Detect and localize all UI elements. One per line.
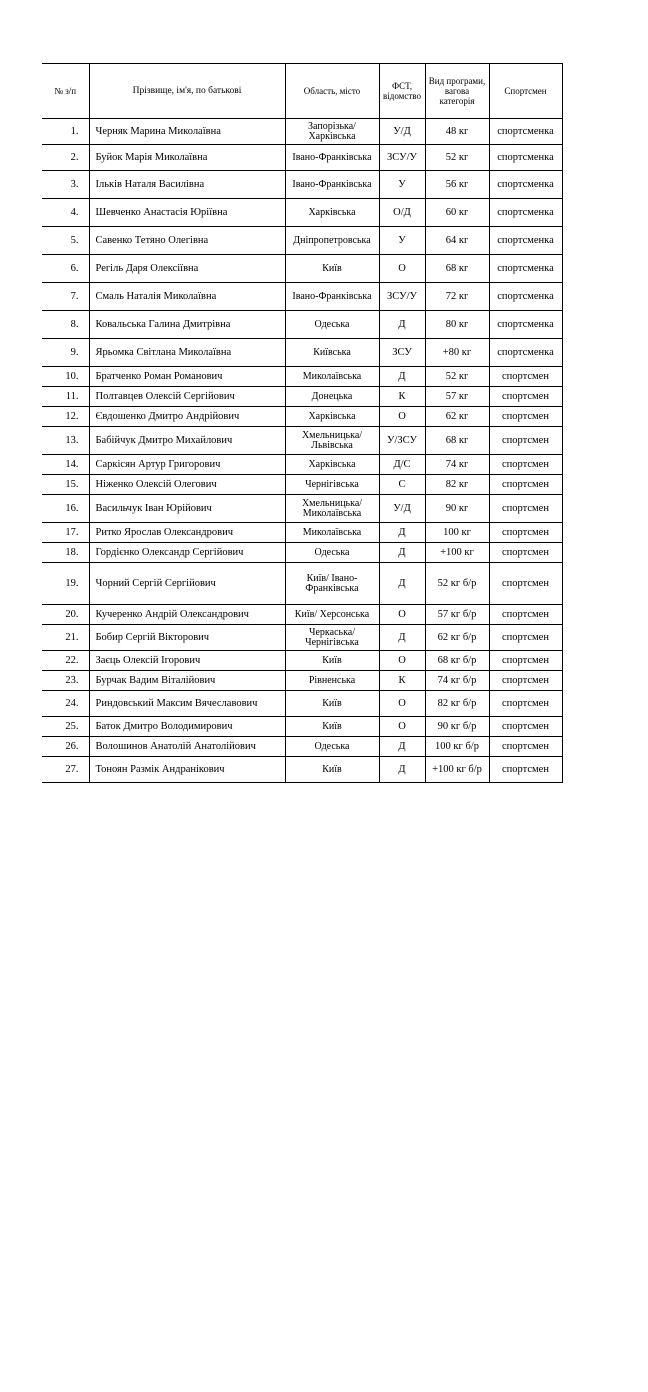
athlete-name: Баток Дмитро Володимирович	[89, 717, 285, 737]
fst-affiliation: О	[379, 407, 425, 427]
row-number: 16.	[42, 495, 89, 523]
header-role: Спортсмен	[489, 64, 562, 119]
row-number: 17.	[42, 523, 89, 543]
region: Київ	[285, 717, 379, 737]
athlete-name: Ритко Ярослав Олександрович	[89, 523, 285, 543]
role: спортсменка	[489, 227, 562, 255]
row-number: 13.	[42, 427, 89, 455]
region: Черкаська/ Чернігівська	[285, 625, 379, 651]
region: Київ/ Херсонська	[285, 605, 379, 625]
fst-affiliation: О	[379, 691, 425, 717]
weight-category: 57 кг б/р	[425, 605, 489, 625]
table-row	[42, 387, 562, 407]
athletes-table	[42, 63, 563, 783]
fst-affiliation: Д	[379, 543, 425, 563]
table-row	[42, 605, 562, 625]
region: Харківська	[285, 407, 379, 427]
region: Київ	[285, 255, 379, 283]
athlete-name: Ковальська Галина Дмитрівна	[89, 311, 285, 339]
role: спортсменка	[489, 255, 562, 283]
athlete-name: Полтавцев Олексій Сергійович	[89, 387, 285, 407]
fst-affiliation: ЗСУ/У	[379, 145, 425, 171]
table-row	[42, 625, 562, 651]
weight-category: 52 кг	[425, 367, 489, 387]
role: спортсмен	[489, 543, 562, 563]
table-row	[42, 717, 562, 737]
fst-affiliation: Д	[379, 737, 425, 757]
region: Чернігівська	[285, 475, 379, 495]
fst-affiliation: У/Д	[379, 119, 425, 145]
weight-category: 68 кг б/р	[425, 651, 489, 671]
role: спортсменка	[489, 145, 562, 171]
row-number: 2.	[42, 145, 89, 171]
role: спортсмен	[489, 475, 562, 495]
row-number: 27.	[42, 757, 89, 783]
role: спортсмен	[489, 757, 562, 783]
fst-affiliation: О/Д	[379, 199, 425, 227]
weight-category: 62 кг б/р	[425, 625, 489, 651]
table-row	[42, 339, 562, 367]
athlete-name: Бабійчук Дмитро Михайлович	[89, 427, 285, 455]
table-row	[42, 283, 562, 311]
table-row	[42, 119, 562, 145]
fst-affiliation: Д	[379, 311, 425, 339]
row-number: 9.	[42, 339, 89, 367]
table-row	[42, 737, 562, 757]
table-row	[42, 227, 562, 255]
athlete-name: Риндовський Максим Вячеславович	[89, 691, 285, 717]
table-row	[42, 171, 562, 199]
weight-category: 62 кг	[425, 407, 489, 427]
weight-category: 56 кг	[425, 171, 489, 199]
header-fst: ФСТ, відомство	[379, 64, 425, 119]
row-number: 14.	[42, 455, 89, 475]
table-row	[42, 407, 562, 427]
weight-category: 90 кг б/р	[425, 717, 489, 737]
region: Рівненська	[285, 671, 379, 691]
table-row	[42, 543, 562, 563]
region: Харківська	[285, 199, 379, 227]
athlete-name: Васильчук Іван Юрійович	[89, 495, 285, 523]
athlete-name: Саркісян Артур Григорович	[89, 455, 285, 475]
region: Запорізька/ Харківська	[285, 119, 379, 145]
region: Київ	[285, 651, 379, 671]
table-row	[42, 757, 562, 783]
header-num: № з/п	[42, 64, 89, 119]
row-number: 19.	[42, 563, 89, 605]
region: Івано-Франківська	[285, 145, 379, 171]
athlete-name: Бобир Сергій Вікторович	[89, 625, 285, 651]
table-row	[42, 475, 562, 495]
role: спортсменка	[489, 199, 562, 227]
athlete-name: Волошинов Анатолій Анатолійович	[89, 737, 285, 757]
role: спортсмен	[489, 367, 562, 387]
row-number: 18.	[42, 543, 89, 563]
role: спортсмен	[489, 563, 562, 605]
table-row	[42, 145, 562, 171]
table-row	[42, 523, 562, 543]
role: спортсмен	[489, 407, 562, 427]
weight-category: 74 кг	[425, 455, 489, 475]
athlete-name: Гордієнко Олександр Сергійович	[89, 543, 285, 563]
weight-category: 60 кг	[425, 199, 489, 227]
weight-category: 100 кг	[425, 523, 489, 543]
table-row	[42, 199, 562, 227]
athlete-name: Заєць Олексій Ігорович	[89, 651, 285, 671]
athlete-name: Шевченко Анастасія Юріївна	[89, 199, 285, 227]
role: спортсмен	[489, 671, 562, 691]
athlete-name: Регіль Даря Олексіївна	[89, 255, 285, 283]
region: Миколаївська	[285, 523, 379, 543]
header-region: Область, місто	[285, 64, 379, 119]
region: Київ	[285, 691, 379, 717]
table-row	[42, 455, 562, 475]
fst-affiliation: Д	[379, 523, 425, 543]
fst-affiliation: У	[379, 227, 425, 255]
fst-affiliation: О	[379, 717, 425, 737]
region: Хмельницька/ Львівська	[285, 427, 379, 455]
role: спортсменка	[489, 339, 562, 367]
row-number: 26.	[42, 737, 89, 757]
weight-category: 82 кг	[425, 475, 489, 495]
region: Київ	[285, 757, 379, 783]
athlete-name: Буйок Марія Миколаївна	[89, 145, 285, 171]
table-row	[42, 255, 562, 283]
row-number: 11.	[42, 387, 89, 407]
row-number: 6.	[42, 255, 89, 283]
athlete-name: Ярьомка Світлана Миколаївна	[89, 339, 285, 367]
weight-category: 68 кг	[425, 255, 489, 283]
region: Одеська	[285, 311, 379, 339]
fst-affiliation: С	[379, 475, 425, 495]
header-name: Прізвище, ім'я, по батькові	[89, 64, 285, 119]
row-number: 21.	[42, 625, 89, 651]
athlete-name: Кучеренко Андрій Олександрович	[89, 605, 285, 625]
role: спортсмен	[489, 717, 562, 737]
table-row	[42, 495, 562, 523]
row-number: 1.	[42, 119, 89, 145]
athlete-name: Ільків Наталя Василівна	[89, 171, 285, 199]
athlete-name: Братченко Роман Романович	[89, 367, 285, 387]
role: спортсменка	[489, 171, 562, 199]
role: спортсмен	[489, 691, 562, 717]
row-number: 4.	[42, 199, 89, 227]
region: Івано-Франківська	[285, 283, 379, 311]
weight-category: +100 кг б/р	[425, 757, 489, 783]
role: спортсменка	[489, 311, 562, 339]
row-number: 20.	[42, 605, 89, 625]
fst-affiliation: У/ЗСУ	[379, 427, 425, 455]
fst-affiliation: У/Д	[379, 495, 425, 523]
weight-category: +80 кг	[425, 339, 489, 367]
row-number: 7.	[42, 283, 89, 311]
fst-affiliation: О	[379, 255, 425, 283]
athlete-name: Черняк Марина Миколаївна	[89, 119, 285, 145]
role: спортсмен	[489, 737, 562, 757]
fst-affiliation: К	[379, 671, 425, 691]
fst-affiliation: Д	[379, 757, 425, 783]
table-row	[42, 563, 562, 605]
table-header-row	[42, 64, 562, 119]
athlete-name: Бурчак Вадим Віталійович	[89, 671, 285, 691]
fst-affiliation: Д	[379, 563, 425, 605]
row-number: 8.	[42, 311, 89, 339]
athlete-name: Чорний Сергій Сергійович	[89, 563, 285, 605]
fst-affiliation: Д/С	[379, 455, 425, 475]
weight-category: 52 кг б/р	[425, 563, 489, 605]
region: Одеська	[285, 543, 379, 563]
row-number: 15.	[42, 475, 89, 495]
region: Миколаївська	[285, 367, 379, 387]
weight-category: 64 кг	[425, 227, 489, 255]
row-number: 22.	[42, 651, 89, 671]
region: Івано-Франківська	[285, 171, 379, 199]
role: спортсмен	[489, 651, 562, 671]
weight-category: 72 кг	[425, 283, 489, 311]
athlete-name: Тоноян Размік Андранікович	[89, 757, 285, 783]
row-number: 12.	[42, 407, 89, 427]
role: спортсмен	[489, 427, 562, 455]
region: Харківська	[285, 455, 379, 475]
athlete-name: Ніженко Олексій Олегович	[89, 475, 285, 495]
row-number: 5.	[42, 227, 89, 255]
role: спортсмен	[489, 455, 562, 475]
role: спортсменка	[489, 283, 562, 311]
row-number: 24.	[42, 691, 89, 717]
row-number: 25.	[42, 717, 89, 737]
table-row	[42, 427, 562, 455]
athlete-name: Савенко Тетяно Олегівна	[89, 227, 285, 255]
table-row	[42, 671, 562, 691]
region: Донецька	[285, 387, 379, 407]
fst-affiliation: ЗСУ/У	[379, 283, 425, 311]
fst-affiliation: О	[379, 605, 425, 625]
weight-category: 48 кг	[425, 119, 489, 145]
role: спортсмен	[489, 387, 562, 407]
fst-affiliation: У	[379, 171, 425, 199]
role: спортсменка	[489, 119, 562, 145]
table-row	[42, 651, 562, 671]
fst-affiliation: ЗСУ	[379, 339, 425, 367]
weight-category: 90 кг	[425, 495, 489, 523]
fst-affiliation: О	[379, 651, 425, 671]
weight-category: 74 кг б/р	[425, 671, 489, 691]
weight-category: 52 кг	[425, 145, 489, 171]
weight-category: +100 кг	[425, 543, 489, 563]
table-row	[42, 367, 562, 387]
weight-category: 80 кг	[425, 311, 489, 339]
region: Київ/ Івано-Франківська	[285, 563, 379, 605]
table-row	[42, 311, 562, 339]
athlete-name: Євдошенко Дмитро Андрійович	[89, 407, 285, 427]
region: Дніпропетровська	[285, 227, 379, 255]
header-category: Вид програми, вагова категорія	[425, 64, 489, 119]
row-number: 10.	[42, 367, 89, 387]
weight-category: 100 кг б/р	[425, 737, 489, 757]
row-number: 3.	[42, 171, 89, 199]
region: Одеська	[285, 737, 379, 757]
region: Хмельницька/ Миколаївська	[285, 495, 379, 523]
role: спортсмен	[489, 523, 562, 543]
fst-affiliation: Д	[379, 367, 425, 387]
region: Київська	[285, 339, 379, 367]
row-number: 23.	[42, 671, 89, 691]
athlete-name: Смаль Наталія Миколаївна	[89, 283, 285, 311]
weight-category: 68 кг	[425, 427, 489, 455]
weight-category: 82 кг б/р	[425, 691, 489, 717]
table-row	[42, 691, 562, 717]
role: спортсмен	[489, 495, 562, 523]
role: спортсмен	[489, 605, 562, 625]
fst-affiliation: Д	[379, 625, 425, 651]
fst-affiliation: К	[379, 387, 425, 407]
role: спортсмен	[489, 625, 562, 651]
weight-category: 57 кг	[425, 387, 489, 407]
